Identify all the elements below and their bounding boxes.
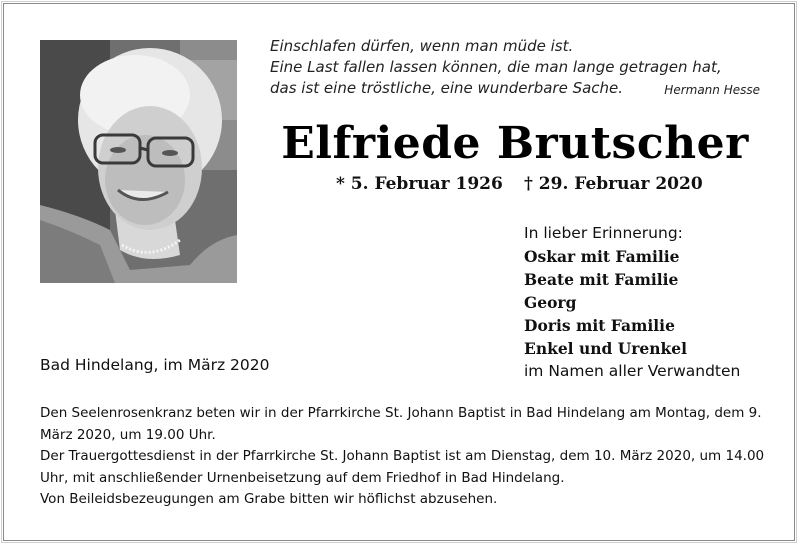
mourners-closing: im Namen aller Verwandten bbox=[524, 362, 741, 380]
mourner-name: Georg bbox=[524, 293, 577, 312]
quote-line: Einschlafen dürfen, wenn man müde ist. bbox=[270, 37, 574, 55]
notice-funeral-service: Der Trauergottesdienst in der Pfarrkirche St. Johann Baptist ist am Dienstag, dem 10. März 2020, um 14.00 Uhr, mit anschließender Urnenbeisetzung auf dem Friedhof in Bad Hindelang. bbox=[40, 448, 765, 486]
quote-line: das ist eine tröstliche, eine wunderbare Sache. bbox=[270, 79, 624, 97]
quote-line: Eine Last fallen lassen können, die man lange getragen hat, bbox=[270, 58, 722, 76]
portrait-photo bbox=[40, 40, 237, 283]
mourner-name: Enkel und Urenkel bbox=[524, 339, 688, 358]
mourners-intro: In lieber Erinnerung: bbox=[524, 224, 683, 242]
deceased-name: Elfriede Brutscher bbox=[281, 118, 749, 169]
mourner-name: Beate mit Familie bbox=[524, 270, 679, 289]
death-date: † 29. Februar 2020 bbox=[524, 174, 703, 194]
service-notices bbox=[40, 403, 770, 511]
mourner-name: Oskar mit Familie bbox=[524, 247, 680, 266]
place-and-date: Bad Hindelang, im März 2020 bbox=[40, 356, 270, 374]
mourners-list bbox=[524, 222, 784, 383]
notice-rosary: Den Seelenrosenkranz beten wir in der Pfarrkirche St. Johann Baptist in Bad Hindelang am Montag, dem 9. März 2020, um 19.00 Uhr. bbox=[40, 405, 762, 443]
memorial-quote bbox=[270, 36, 765, 99]
birth-date: * 5. Februar 1926 bbox=[336, 174, 503, 194]
mourner-name: Doris mit Familie bbox=[524, 316, 675, 335]
quote-author: Hermann Hesse bbox=[664, 83, 760, 97]
notice-condolences: Von Beileidsbezeugungen am Grabe bitten wir höflichst abzusehen. bbox=[40, 491, 498, 507]
